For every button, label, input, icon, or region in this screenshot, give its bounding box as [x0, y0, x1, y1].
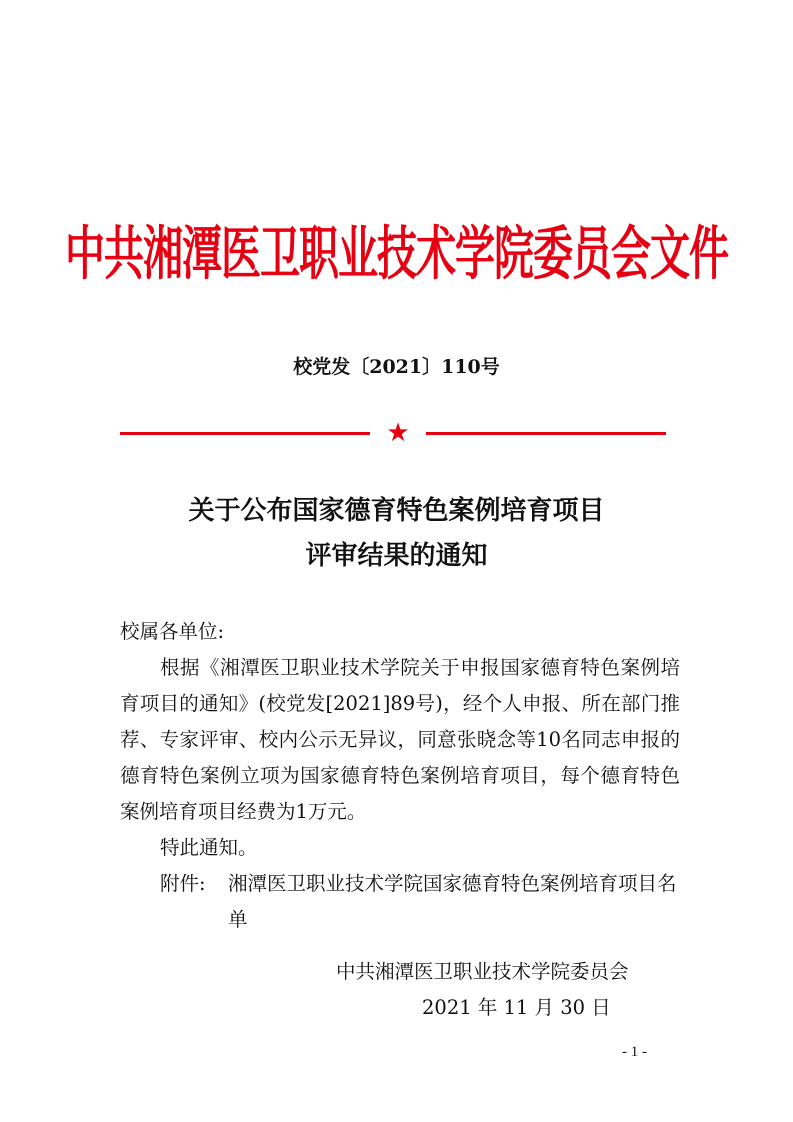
document-number: 校党发〔2021〕110号: [293, 356, 500, 378]
issue-date: 2021 年 11 月 30 日: [422, 996, 611, 1019]
notice-title-line1: 关于公布国家德育特色案例培育项目: [188, 496, 605, 526]
star-icon: ★: [386, 418, 410, 448]
attachment-label: 附件:: [160, 872, 206, 895]
divider-right: [426, 432, 666, 435]
signer: 中共湘潭医卫职业技术学院委员会: [336, 960, 629, 983]
notice-title-line2: 评审结果的通知: [305, 541, 488, 571]
page-number: - 1 -: [622, 1044, 647, 1060]
salutation: 校属各单位:: [120, 620, 225, 643]
attachment-text: 湘潭医卫职业技术学院国家德育特色案例培育项目名单: [228, 872, 677, 931]
divider-left: [120, 432, 370, 435]
issuer-title: 中共湘潭医卫职业技术学院委员会文件: [65, 219, 728, 288]
closing-line: 特此通知。: [160, 836, 258, 859]
body-paragraph: 根据《湘潭医卫职业技术学院关于申报国家德育特色案例培育项目的通知》(校党发[2021]89号)，经个人申报、所在部门推荐、专家评审、校内公示无异议，同意张晓念等10名同志申报的德育特色案例立项为国家德育特色案例培育项目，每个德育特色案例培育项目经费为1万元。: [120, 656, 680, 823]
